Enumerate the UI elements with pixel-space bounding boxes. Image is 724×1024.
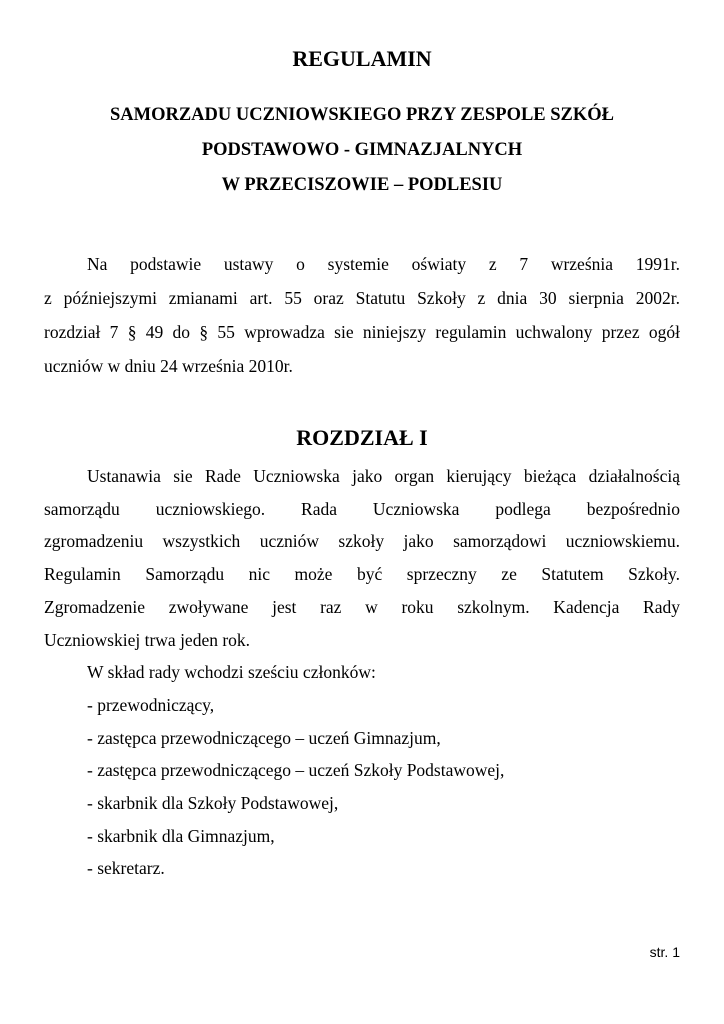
chapter-paragraph-line: Regulamin Samorządu nic może być sprzeczny ze Statutem Szkoły.: [44, 564, 680, 585]
intro-line: uczniów w dniu 24 września 2010r.: [44, 356, 293, 376]
document-subtitle: [44, 98, 680, 203]
chapter-paragraph-line: samorządu uczniowskiego. Rada Uczniowska podlega bezpośrednio: [44, 498, 680, 519]
intro-paragraph: [44, 247, 680, 383]
chapter-paragraph-line: zgromadzeniu wszystkich uczniów szkoły jako samorządowi uczniowskiemu.: [44, 531, 680, 552]
member-list-item: - skarbnik dla Gimnazjum,: [87, 825, 275, 846]
subtitle-line: PODSTAWOWO - GIMNAZJALNYCH: [201, 140, 523, 160]
chapter-title: ROZDZIAŁ I: [296, 425, 428, 450]
chapter-body: [44, 460, 680, 885]
member-list-item: - sekretarz.: [87, 858, 165, 879]
document-title: REGULAMIN: [292, 46, 432, 71]
intro-line: rozdział 7 § 49 do § 55 wprowadza sie niniejszy regulamin uchwalony przez ogół: [44, 322, 680, 342]
intro-line: Na podstawie ustawy o systemie oświaty z 7 września 1991r.: [87, 254, 680, 274]
members-intro: W skład rady wchodzi sześciu członków:: [87, 662, 376, 683]
member-list-item: - zastępca przewodniczącego – uczeń Gimnazjum,: [87, 727, 441, 748]
page-number: str. 1: [649, 944, 680, 960]
subtitle-line: W PRZECISZOWIE – PODLESIU: [221, 175, 503, 195]
member-list-item: - przewodniczący,: [87, 694, 215, 715]
chapter-paragraph-line: Ustanawia sie Rade Uczniowska jako organ kierujący bieżąca działalnością: [87, 466, 680, 486]
member-list-item: - skarbnik dla Szkoły Podstawowej,: [87, 793, 339, 814]
member-list-item: - zastępca przewodniczącego – uczeń Szkoły Podstawowej,: [87, 760, 505, 781]
chapter-paragraph-line: Uczniowskiej trwa jeden rok.: [44, 629, 251, 650]
subtitle-line: SAMORZADU UCZNIOWSKIEGO PRZY ZESPOLE SZKÓŁ: [109, 105, 615, 125]
intro-line: z późniejszymi zmianami art. 55 oraz Statutu Szkoły z dnia 30 sierpnia 2002r.: [44, 288, 680, 308]
chapter-paragraph-line: Zgromadzenie zwoływane jest raz w roku szkolnym. Kadencja Rady: [44, 596, 680, 617]
